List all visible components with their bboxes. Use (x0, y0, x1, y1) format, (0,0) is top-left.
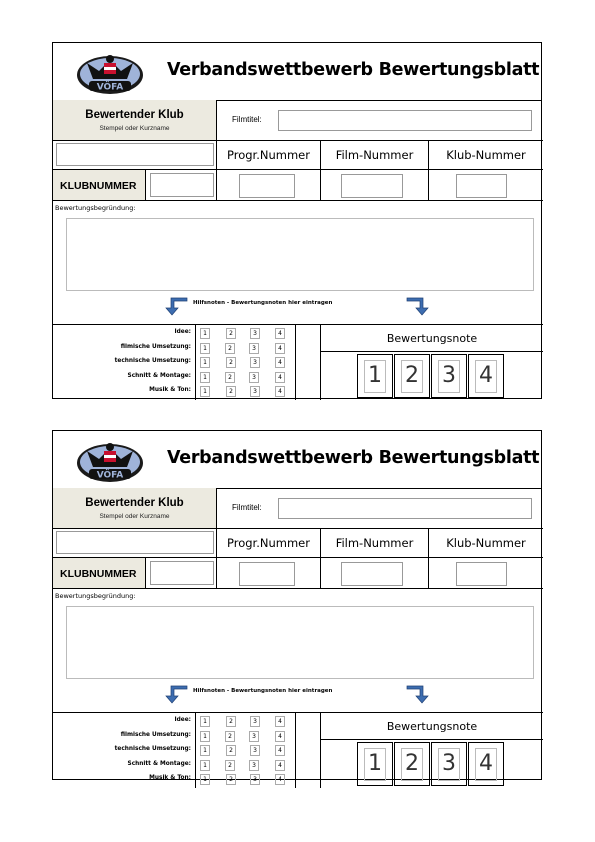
final-grade-heading: Bewertungsnote (321, 713, 543, 740)
club-number-field[interactable] (150, 173, 214, 197)
helper-grade-box[interactable]: 4 (275, 386, 285, 397)
helper-grade-box[interactable]: 2 (225, 372, 235, 383)
justification-label: Bewertungsbegründung: (55, 592, 136, 600)
program-number-header: Progr.Nummer (217, 141, 321, 170)
rating-club-label (53, 488, 217, 529)
criterion-label: Idee: (174, 329, 191, 335)
final-grade-option: 1 (364, 360, 386, 393)
club-number-cell (146, 558, 217, 589)
sheet-title: Verbandswettbewerb Bewertungsblatt (167, 60, 540, 80)
final-grade-box[interactable] (357, 742, 393, 786)
helper-grade-box[interactable]: 2 (226, 716, 236, 727)
final-grade-option: 2 (401, 360, 423, 393)
voefa-logo-icon (75, 49, 145, 95)
helper-grade-box[interactable]: 1 (200, 774, 210, 785)
arrow-down-right-icon (405, 296, 433, 316)
criterion-label: Idee: (174, 717, 191, 723)
club-stamp-cell (53, 529, 217, 558)
helper-grade-box[interactable]: 3 (250, 328, 260, 339)
club-number-value-cell (429, 170, 543, 201)
rating-sheet-1 (52, 42, 542, 399)
film-number-header: Film-Nummer (321, 141, 429, 170)
criterion-label: Musik & Ton: (149, 775, 191, 781)
club-number-value-field[interactable] (456, 562, 507, 586)
final-grade-option: 4 (475, 748, 497, 781)
criterion-label: technische Umsetzung: (114, 358, 191, 364)
helper-grade-box[interactable]: 1 (200, 760, 210, 771)
criteria-section (53, 325, 321, 400)
helper-grade-box[interactable]: 1 (200, 745, 210, 756)
logo-lettering: VÖFA (96, 470, 124, 481)
club-stamp-field[interactable] (56, 531, 214, 554)
film-title-row (217, 100, 543, 141)
helper-grade-box[interactable]: 4 (275, 328, 285, 339)
program-number-cell (217, 170, 321, 201)
final-grade-box[interactable] (394, 742, 430, 786)
club-stamp-cell (53, 141, 217, 170)
criterion-row (53, 385, 321, 400)
club-stamp-field[interactable] (56, 143, 214, 166)
helper-grade-box[interactable]: 3 (250, 386, 260, 397)
criterion-label: filmische Umsetzung: (120, 343, 191, 350)
final-grade-option: 4 (475, 360, 497, 393)
club-number-header: Klub-Nummer (429, 529, 543, 558)
final-grade-box[interactable] (468, 354, 504, 398)
film-title-label: Filmtitel: (232, 503, 262, 512)
sheet-title: Verbandswettbewerb Bewertungsblatt (167, 448, 540, 468)
criterion-row (53, 715, 321, 730)
club-number-header: Klub-Nummer (429, 141, 543, 170)
criterion-row (53, 744, 321, 759)
club-number-value-field[interactable] (456, 174, 507, 198)
arrow-down-left-icon (161, 296, 189, 316)
program-number-field[interactable] (239, 562, 295, 586)
voefa-logo-icon (75, 437, 145, 483)
rating-club-heading: Bewertender Klub (85, 497, 184, 509)
helper-grade-box[interactable]: 4 (275, 716, 285, 727)
helper-grade-box[interactable]: 1 (200, 372, 210, 383)
program-number-field[interactable] (239, 174, 295, 198)
criterion-row (53, 342, 321, 357)
helper-grade-box[interactable]: 4 (275, 760, 285, 771)
film-number-field[interactable] (341, 174, 403, 198)
sheet-header (53, 43, 541, 101)
helper-grade-box[interactable]: 2 (226, 328, 236, 339)
rating-club-heading: Bewertender Klub (85, 109, 184, 121)
helper-grade-box[interactable]: 1 (200, 386, 210, 397)
program-number-header: Progr.Nummer (217, 529, 321, 558)
helper-grade-box[interactable]: 3 (249, 372, 259, 383)
grade-hint: Hilfsnoten - Bewertungsnoten hier eintragen (193, 688, 333, 694)
helper-grade-box[interactable]: 1 (200, 731, 210, 742)
final-grade-heading: Bewertungsnote (321, 325, 543, 352)
film-number-cell (321, 170, 429, 201)
grade-hint: Hilfsnoten - Bewertungsnoten hier eintragen (193, 300, 333, 306)
rating-club-subtext: Stempel oder Kurzname (99, 513, 170, 520)
final-grade-option: 1 (364, 748, 386, 781)
helper-grade-box[interactable]: 4 (275, 343, 285, 354)
criteria-section (53, 713, 321, 788)
club-number-value-cell (429, 558, 543, 589)
criterion-row (53, 730, 321, 745)
film-title-row (217, 488, 543, 529)
film-number-field[interactable] (341, 562, 403, 586)
film-title-field[interactable] (278, 498, 532, 519)
film-number-cell (321, 558, 429, 589)
criterion-label: technische Umsetzung: (114, 746, 191, 752)
criterion-row (53, 327, 321, 342)
helper-grade-box[interactable]: 1 (200, 716, 210, 727)
justification-section (53, 201, 543, 325)
program-number-cell (217, 558, 321, 589)
arrow-down-left-icon (161, 684, 189, 704)
final-grade-box[interactable] (357, 354, 393, 398)
helper-grade-box[interactable]: 3 (250, 774, 260, 785)
club-number-label: KLUBNUMMER (53, 170, 146, 201)
film-number-header: Film-Nummer (321, 529, 429, 558)
helper-grade-box[interactable]: 3 (249, 760, 259, 771)
helper-grade-box[interactable]: 4 (275, 745, 285, 756)
helper-grade-box[interactable]: 3 (249, 731, 259, 742)
criterion-row (53, 356, 321, 371)
criterion-label: Musik & Ton: (149, 387, 191, 393)
club-number-cell (146, 170, 217, 201)
sheet-header (53, 431, 541, 489)
criterion-row (53, 759, 321, 774)
helper-grade-box[interactable]: 1 (200, 328, 210, 339)
logo-lettering: VÖFA (96, 82, 124, 93)
film-title-label: Filmtitel: (232, 115, 262, 124)
justification-field[interactable] (66, 606, 534, 679)
helper-grade-box[interactable]: 3 (250, 745, 260, 756)
final-grade-option: 3 (438, 748, 460, 781)
helper-grade-box[interactable]: 4 (275, 357, 285, 368)
rating-sheet-2 (52, 430, 542, 783)
rating-club-subtext: Stempel oder Kurzname (99, 125, 170, 132)
arrow-down-right-icon (405, 684, 433, 704)
helper-grade-box[interactable]: 3 (250, 716, 260, 727)
criterion-label: Schnitt & Montage: (127, 372, 191, 379)
helper-grade-box[interactable]: 2 (226, 357, 236, 368)
justification-section (53, 589, 543, 713)
criterion-row (53, 371, 321, 386)
helper-grade-box[interactable]: 4 (275, 774, 285, 785)
helper-grade-box[interactable]: 2 (225, 760, 235, 771)
helper-grade-box[interactable]: 2 (226, 745, 236, 756)
club-number-field[interactable] (150, 561, 214, 585)
helper-grade-box[interactable]: 3 (250, 357, 260, 368)
justification-field[interactable] (66, 218, 534, 291)
helper-grade-box[interactable]: 2 (225, 343, 235, 354)
final-grade-section (321, 713, 543, 788)
criterion-row (53, 773, 321, 788)
final-grade-box[interactable] (394, 354, 430, 398)
final-grade-option: 2 (401, 748, 423, 781)
justification-label: Bewertungsbegründung: (55, 204, 136, 212)
helper-grade-box[interactable]: 4 (275, 731, 285, 742)
helper-grade-box[interactable]: 3 (249, 343, 259, 354)
film-title-field[interactable] (278, 110, 532, 131)
criterion-label: filmische Umsetzung: (120, 731, 191, 738)
helper-grade-box[interactable]: 4 (275, 372, 285, 383)
helper-grade-box[interactable]: 1 (200, 343, 210, 354)
final-grade-section (321, 325, 543, 400)
final-grade-box[interactable] (431, 742, 467, 786)
club-number-label: KLUBNUMMER (53, 558, 146, 589)
helper-grade-box[interactable]: 2 (226, 774, 236, 785)
final-grade-box[interactable] (431, 354, 467, 398)
final-grade-box[interactable] (468, 742, 504, 786)
criterion-label: Schnitt & Montage: (127, 760, 191, 767)
helper-grade-box[interactable]: 2 (225, 731, 235, 742)
final-grade-option: 3 (438, 360, 460, 393)
rating-club-label (53, 100, 217, 141)
helper-grade-box[interactable]: 1 (200, 357, 210, 368)
helper-grade-box[interactable]: 2 (226, 386, 236, 397)
